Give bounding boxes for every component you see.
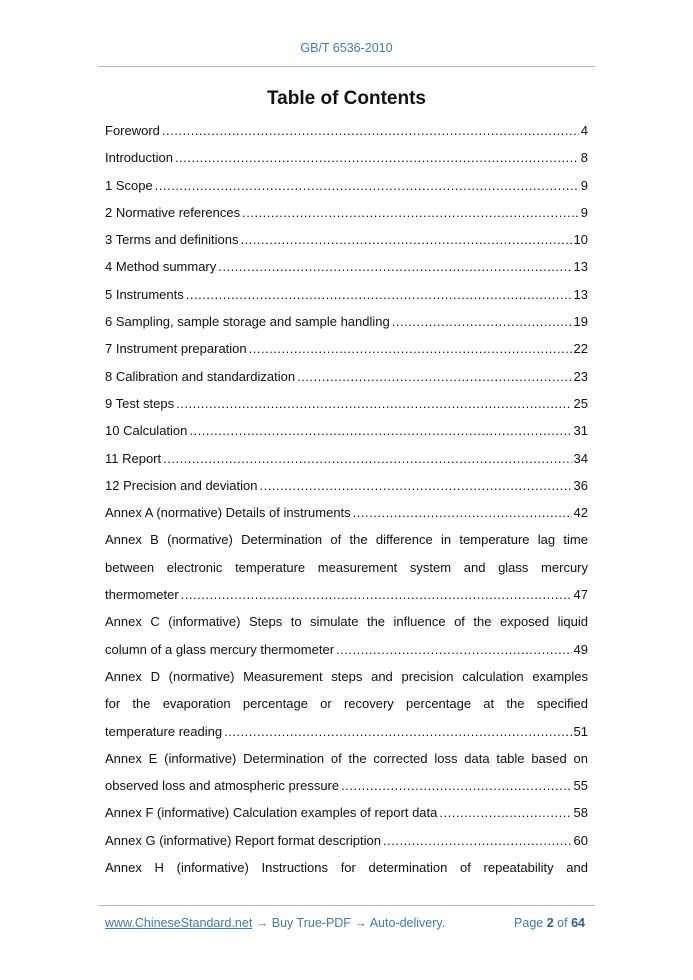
toc-entry[interactable] xyxy=(105,149,588,176)
toc-entry[interactable] xyxy=(105,177,588,204)
toc-entry-text: Annex B (normative) Determination of the difference in temperature lag time xyxy=(105,532,588,548)
toc-page-number: 9 xyxy=(580,177,588,193)
toc-entry-title: 2 Normative references xyxy=(105,204,241,220)
leader-dots xyxy=(224,723,571,741)
toc-page-number: 10 xyxy=(573,232,588,248)
toc-page-number: 34 xyxy=(573,450,588,466)
toc-entry[interactable] xyxy=(105,832,588,859)
toc-entry-title: 3 Terms and definitions xyxy=(105,232,239,248)
header-divider xyxy=(98,66,595,67)
toc-entry[interactable] xyxy=(105,286,588,313)
toc-page-number: 51 xyxy=(573,723,588,739)
toc-entry-text: Annex H (informative) Instructions for determination of repeatability and xyxy=(105,860,588,876)
footer-divider xyxy=(98,905,595,906)
table-of-contents xyxy=(105,122,588,886)
toc-entry[interactable] xyxy=(105,613,588,668)
toc-page-number: 19 xyxy=(573,314,588,330)
toc-entry[interactable] xyxy=(105,395,588,422)
toc-entry[interactable] xyxy=(105,668,588,750)
toc-entry-title: 9 Test steps xyxy=(105,395,175,411)
toc-entry-title: 11 Report xyxy=(105,450,162,466)
leader-dots xyxy=(297,368,571,386)
toc-page-number: 31 xyxy=(573,423,588,439)
toc-entry-title: 10 Calculation xyxy=(105,423,188,439)
toc-entry[interactable] xyxy=(105,750,588,805)
leader-dots xyxy=(392,313,572,331)
toc-page-number: 8 xyxy=(580,150,588,166)
toc-entry[interactable] xyxy=(105,477,588,504)
toc-entry-title: Annex F (informative) Calculation examples of report data xyxy=(105,805,438,821)
toc-entry-title: 4 Method summary xyxy=(105,259,217,275)
document-id-header: GB/T 6536-2010 xyxy=(300,41,393,55)
footer xyxy=(105,916,585,930)
leader-dots xyxy=(353,504,572,522)
toc-page-number: 13 xyxy=(573,286,588,302)
toc-page-number: 47 xyxy=(573,587,588,603)
toc-page-number: 25 xyxy=(573,395,588,411)
toc-entry[interactable] xyxy=(105,422,588,449)
leader-dots xyxy=(176,395,571,413)
toc-page-number: 9 xyxy=(580,204,588,220)
toc-entry-title: Foreword xyxy=(105,123,160,138)
toc-entry[interactable] xyxy=(105,231,588,258)
toc-entry[interactable] xyxy=(105,340,588,367)
toc-entry[interactable] xyxy=(105,804,588,831)
toc-entry-title: 8 Calibration and standardization xyxy=(105,368,296,384)
page-label: Page xyxy=(514,916,544,930)
page-title: Table of Contents xyxy=(266,88,427,109)
leader-dots xyxy=(383,832,572,850)
toc-entry[interactable] xyxy=(105,504,588,531)
leader-dots xyxy=(186,286,572,304)
of-label: of xyxy=(557,916,568,930)
leader-dots xyxy=(162,122,579,140)
toc-entry-title: Annex G (informative) Report format description xyxy=(105,832,381,848)
toc-entry-title: observed loss and atmospheric pressure xyxy=(105,778,340,794)
toc-page-number: 58 xyxy=(573,805,588,821)
toc-entry[interactable] xyxy=(105,859,588,886)
toc-entry[interactable] xyxy=(105,368,588,395)
leader-dots xyxy=(341,777,571,795)
leader-dots xyxy=(218,258,571,276)
website-link[interactable]: www.ChineseStandard.net xyxy=(105,916,253,930)
leader-dots xyxy=(155,177,579,195)
toc-entry-title: thermometer xyxy=(105,587,179,603)
toc-page-number: 60 xyxy=(573,832,588,848)
toc-page-number: 49 xyxy=(573,641,588,657)
toc-entry-text: Annex D (normative) Measurement steps and precision calculation examples xyxy=(105,668,588,684)
toc-page-number: 22 xyxy=(573,341,588,357)
leader-dots xyxy=(439,804,571,822)
toc-entry-text: between electronic temperature measurement system and glass mercury xyxy=(105,559,588,575)
toc-entry-title: temperature reading xyxy=(105,723,223,739)
toc-page-number: 4 xyxy=(580,123,588,138)
footer-promo-text: → Buy True-PDF → Auto-delivery. xyxy=(252,916,446,930)
toc-entry-text: for the evaporation percentage or recovery percentage at the specified xyxy=(105,696,588,712)
toc-page-number: 13 xyxy=(573,259,588,275)
current-page: 2 xyxy=(546,916,554,930)
toc-entry[interactable] xyxy=(105,531,588,613)
leader-dots xyxy=(249,340,572,358)
toc-page-number: 42 xyxy=(573,505,588,521)
toc-entry[interactable] xyxy=(105,258,588,285)
toc-entry-title: 1 Scope xyxy=(105,177,153,193)
toc-entry-title: Annex A (normative) Details of instruments xyxy=(105,505,351,521)
toc-entry[interactable] xyxy=(105,204,588,231)
leader-dots xyxy=(336,641,572,659)
page-indicator xyxy=(514,916,585,930)
leader-dots xyxy=(181,586,572,604)
toc-entry[interactable] xyxy=(105,450,588,477)
toc-entry-title: column of a glass mercury thermometer xyxy=(105,641,335,657)
toc-entry-text: Annex C (informative) Steps to simulate the influence of the exposed liquid xyxy=(105,614,588,630)
toc-entry-title: Introduction xyxy=(105,150,173,166)
total-pages: 64 xyxy=(571,916,585,930)
toc-entry-title: 6 Sampling, sample storage and sample handling xyxy=(105,314,390,330)
leader-dots xyxy=(175,149,579,167)
toc-entry[interactable] xyxy=(105,313,588,340)
toc-entry[interactable] xyxy=(105,122,588,149)
toc-page-number: 23 xyxy=(573,368,588,384)
leader-dots xyxy=(260,477,572,495)
leader-dots xyxy=(242,204,579,222)
toc-entry-title: 7 Instrument preparation xyxy=(105,341,247,357)
toc-page-number: 36 xyxy=(573,477,588,493)
toc-entry-text: Annex E (informative) Determination of the corrected loss data table based on xyxy=(105,750,588,766)
toc-entry-title: 12 Precision and deviation xyxy=(105,477,258,493)
leader-dots xyxy=(189,422,571,440)
leader-dots xyxy=(240,231,571,249)
toc-entry-title: 5 Instruments xyxy=(105,286,184,302)
leader-dots xyxy=(163,450,571,468)
toc-page-number: 55 xyxy=(573,778,588,794)
